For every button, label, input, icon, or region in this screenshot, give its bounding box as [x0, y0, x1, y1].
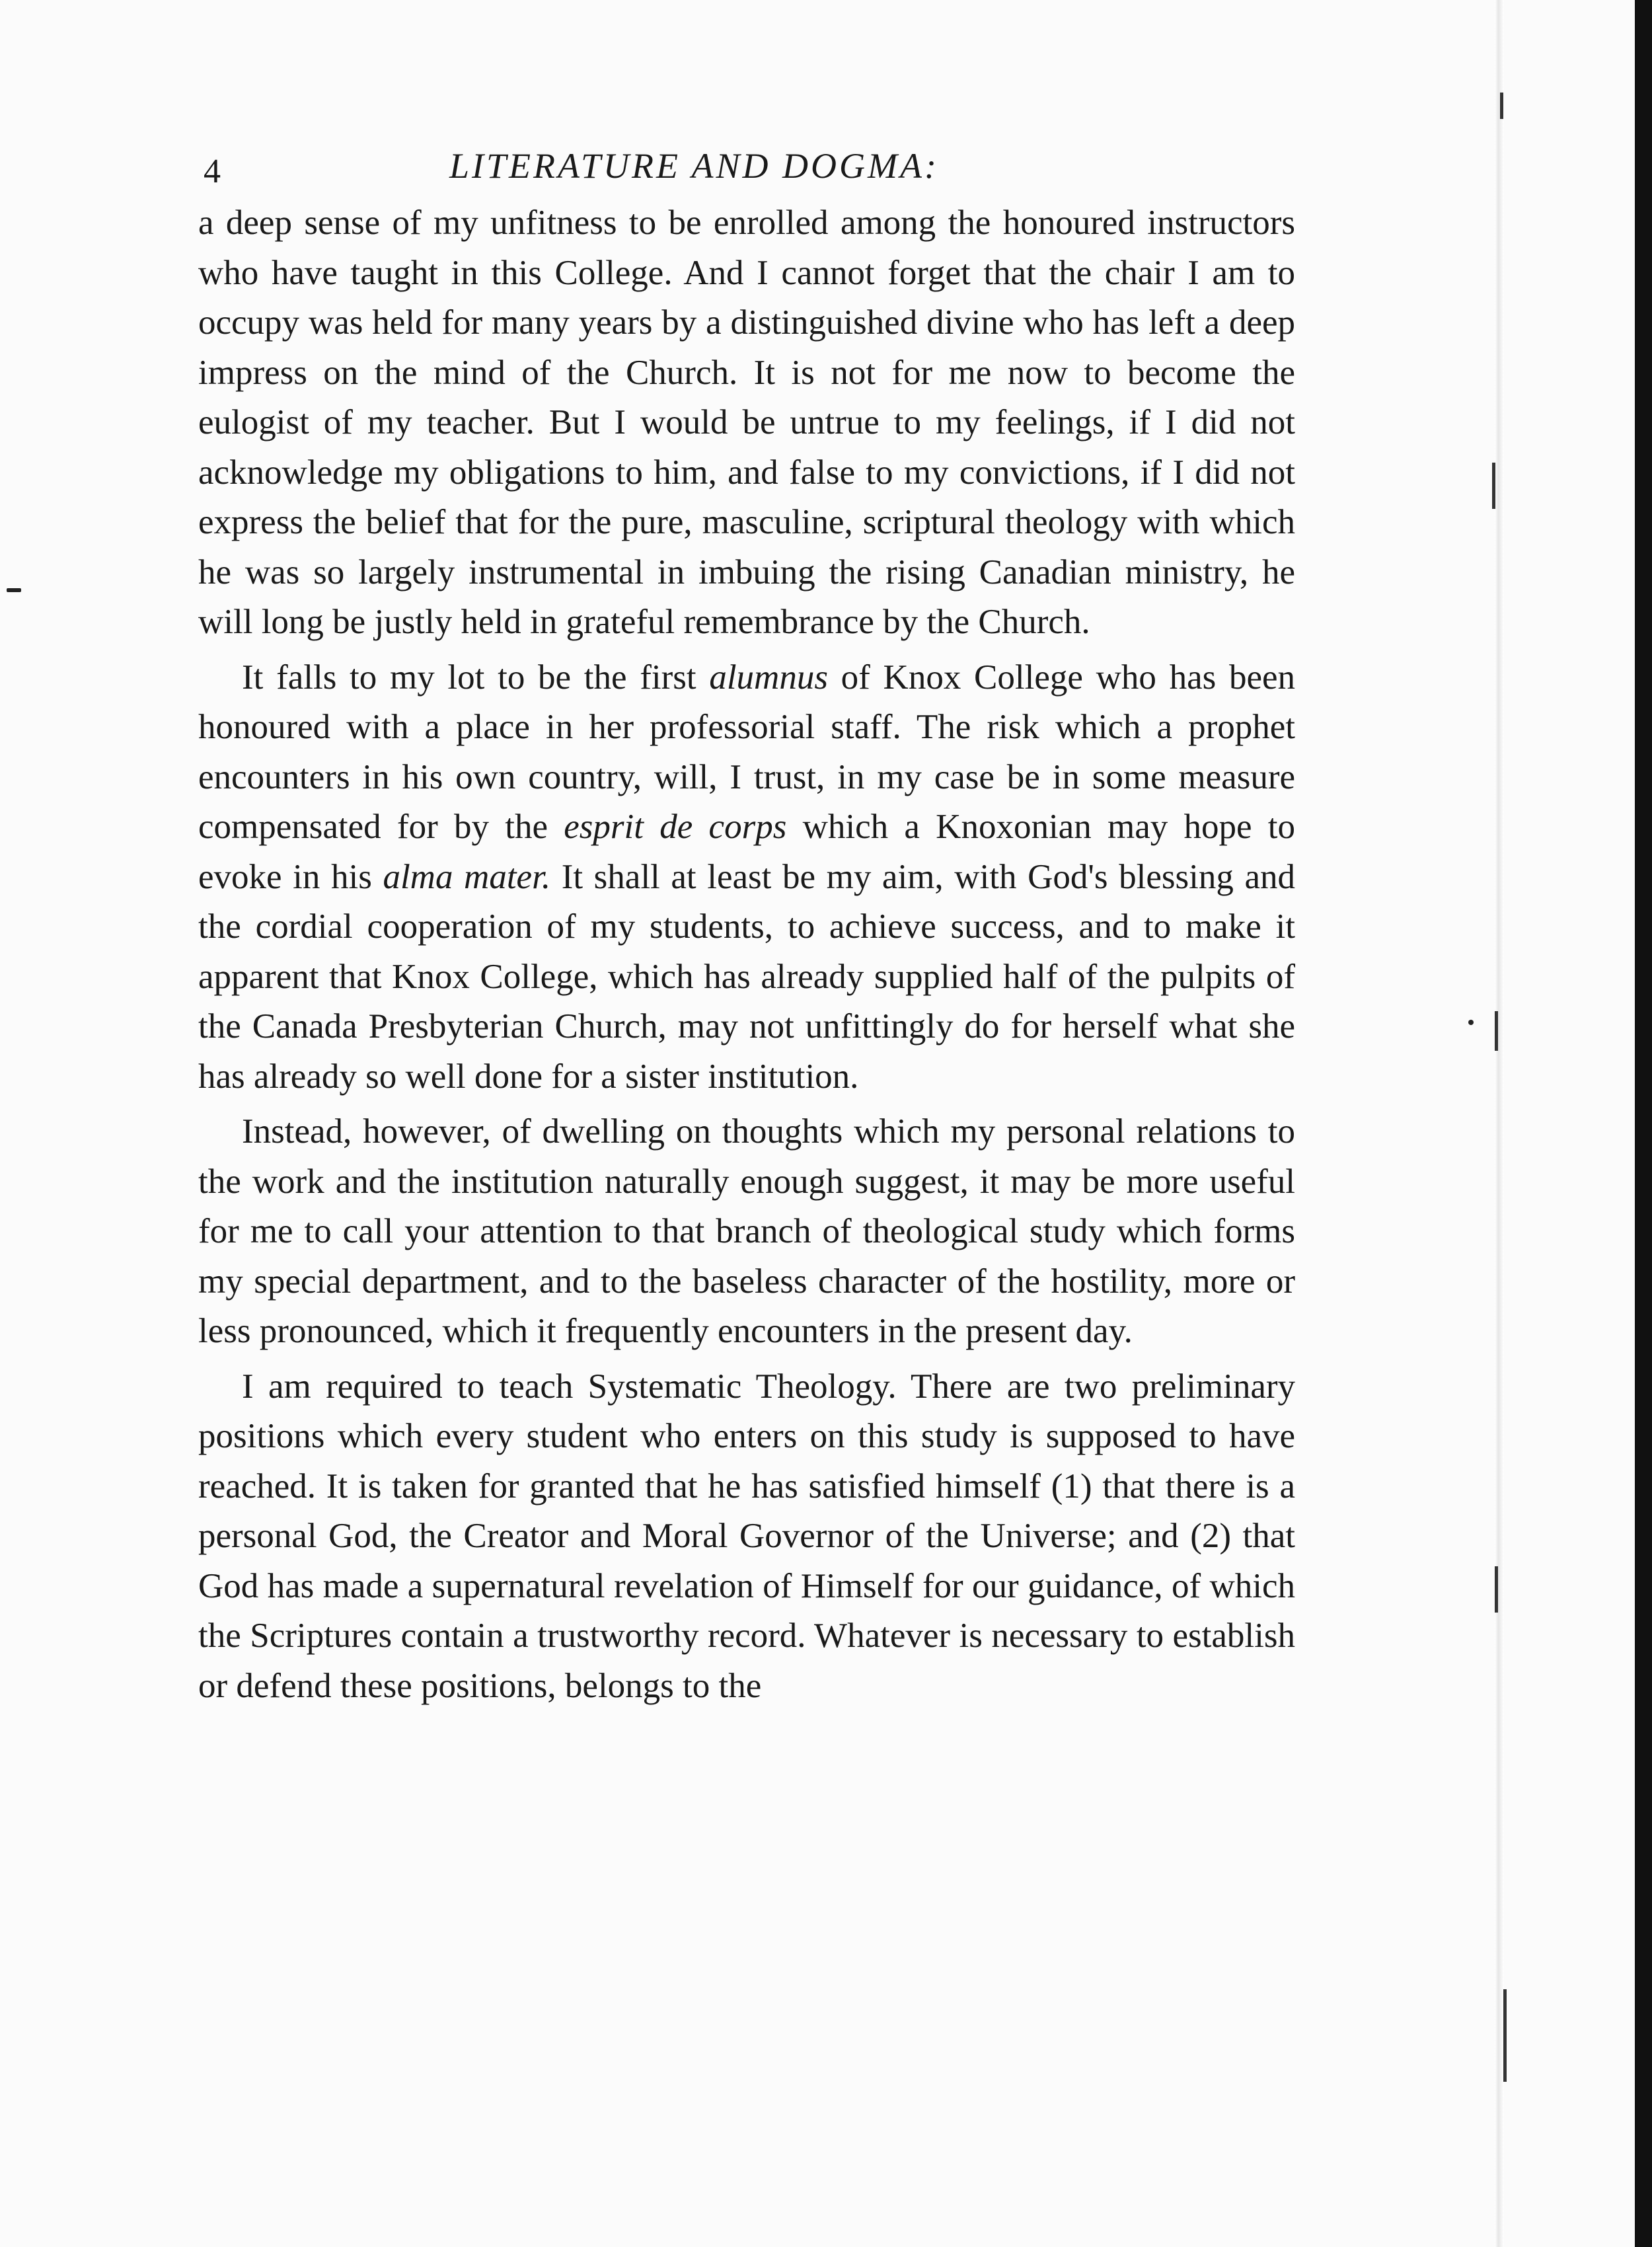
binding-mark: [1495, 1566, 1498, 1613]
paragraph-text: of Knox College who has been honoured with a place in her professorial staff. The risk which a prophet encounters in his own country, will, I trust, in my case be in some measure compensated for by the: [198, 658, 1295, 846]
binding-mark: [1492, 463, 1495, 509]
italic-term: alma mater.: [383, 857, 551, 896]
running-head: [198, 139, 1295, 198]
paragraph: [198, 1107, 1295, 1357]
italic-term: esprit de corps: [564, 808, 787, 846]
binding-mark: [1500, 93, 1503, 119]
paragraph-text: It falls to my lot to be the first: [242, 658, 710, 697]
italic-term: alumnus: [709, 658, 828, 697]
binding-mark: [1495, 1011, 1498, 1051]
paragraph-text: It shall at least be my aim, with God's blessing and the cordial cooperation of my students, to achieve success, and to make it apparent that Knox College, which has already supplied half of the pulpits of the Canada Presbyterian Church, may not unfittingly do for herself what she has already so well done for a sister institution.: [198, 857, 1296, 1096]
body-text: [198, 198, 1295, 1711]
paragraph: [198, 198, 1295, 648]
paragraph: [198, 1362, 1295, 1712]
scan-speck: [7, 588, 21, 592]
paragraph: [198, 653, 1295, 1102]
paragraph-text: which a Knoxonian may hope to evoke in his: [198, 808, 1295, 896]
binding-gutter: [1495, 0, 1504, 2247]
binding-mark: [1503, 1989, 1507, 2082]
scan-speck: [1468, 1020, 1474, 1025]
paragraph-text: I am required to teach Systematic Theology. There are two preliminary positions which every student who enters on this study is supposed to have reached. It is taken for granted that he has satisfied himself (1) that there is a personal God, the Creator and Moral Governor of the Universe; and (2) that God has made a supernatural revelation of Himself for our guidance, of which the Scriptures contain a trustworthy record. Whatever is necessary to establish or defend these positions, belongs to the: [198, 1367, 1295, 1705]
paragraph-text: Instead, however, of dwelling on thoughts which my personal relations to the work and the institution naturally enough suggest, it may be more useful for me to call your attention to that branch of theological study which forms my special department, and to the baseless character of the hostility, more or less pronounced, which it frequently encounters in the present day.: [198, 1112, 1295, 1350]
paragraph-text: a deep sense of my unfitness to be enrolled among the honoured instructors who have taught in this College. And I cannot forget that the chair I am to occupy was held for many years by a distinguished divine who has left a deep impress on the mind of the Church. It is not for me now to become the eulogist of my teacher. But I would be untrue to my feelings, if I did not acknowledge my obligations to him, and false to my convictions, if I did not express the belief that for the pure, masculine, scriptural theology with which he was so largely instrumental in imbuing the rising Canadian ministry, he will long be justly held in grateful remembrance by the Church.: [198, 204, 1295, 641]
page-number: 4: [204, 153, 221, 190]
binding-edge: [1635, 0, 1652, 2247]
book-page: [198, 139, 1295, 1711]
running-title: LITERATURE AND DOGMA:: [449, 146, 939, 186]
